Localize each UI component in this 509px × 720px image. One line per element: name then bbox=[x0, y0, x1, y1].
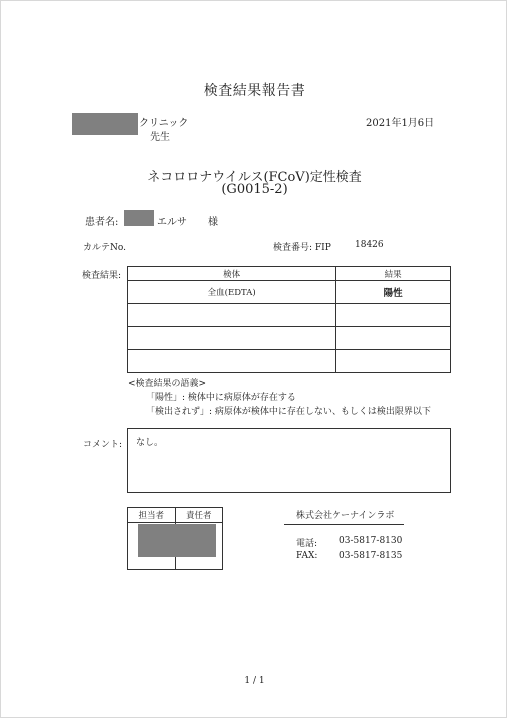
glossary-title: <検査結果の語義> bbox=[128, 379, 207, 389]
clinic-name-redaction bbox=[72, 113, 138, 135]
patient-name-redaction bbox=[124, 210, 154, 226]
patient-honorific: 様 bbox=[208, 217, 218, 228]
specimen-cell bbox=[128, 327, 336, 350]
result-cell bbox=[336, 350, 451, 373]
table-row bbox=[128, 281, 451, 304]
table-header-row bbox=[128, 267, 451, 281]
company-underline bbox=[284, 524, 404, 525]
patient-label: 患者名: bbox=[85, 217, 119, 228]
comment-label: コメント: bbox=[83, 440, 123, 450]
table-row bbox=[128, 350, 451, 373]
fax-value: 03-5817-8135 bbox=[339, 551, 403, 561]
staff-stamp-redaction bbox=[138, 524, 216, 557]
glossary-positive: 「陽性」: 検体中に病原体が存在する bbox=[146, 393, 296, 403]
results-table bbox=[127, 266, 451, 373]
document-title: 検査結果報告書 bbox=[203, 83, 306, 99]
fax-label: FAX: bbox=[296, 551, 318, 561]
specimen-header: 検体 bbox=[128, 267, 336, 281]
company-name: 株式会社ケーナインラボ bbox=[296, 511, 395, 521]
comment-box bbox=[127, 428, 451, 493]
result-cell bbox=[336, 304, 451, 327]
exam-code: (G0015-2) bbox=[221, 182, 288, 197]
specimen-cell bbox=[128, 304, 336, 327]
specimen-cell bbox=[128, 350, 336, 373]
clinic-suffix: クリニック bbox=[139, 118, 189, 129]
result-cell: 陽性 bbox=[336, 281, 451, 304]
phone-label: 電話: bbox=[296, 539, 318, 549]
specimen-cell: 全血(EDTA) bbox=[128, 281, 336, 304]
report-date: 2021年1月6日 bbox=[366, 118, 435, 129]
table-row bbox=[128, 304, 451, 327]
comment-text: なし。 bbox=[136, 438, 164, 448]
staff-in-charge-header: 担当者 bbox=[128, 508, 176, 523]
result-header: 結果 bbox=[336, 267, 451, 281]
chart-number-label: カルテNo. bbox=[83, 243, 126, 253]
phone-value: 03-5817-8130 bbox=[339, 536, 403, 546]
results-label: 検査結果: bbox=[82, 271, 122, 281]
exam-title: ネコロロナウイルス(FCoV)定性検査 bbox=[147, 170, 362, 185]
table-row bbox=[128, 327, 451, 350]
doctor-honorific: 先生 bbox=[150, 132, 170, 143]
patient-name: エルサ bbox=[157, 217, 187, 228]
exam-number-value: 18426 bbox=[355, 240, 384, 250]
result-cell bbox=[336, 327, 451, 350]
glossary-not-detected: 「検出されず」: 病原体が検体中に存在しない、もしくは検出限界以下 bbox=[146, 407, 431, 417]
exam-number-label: 検査番号: FIP bbox=[273, 243, 331, 253]
staff-responsible-header: 責任者 bbox=[175, 508, 223, 523]
page-number: 1 / 1 bbox=[244, 676, 265, 686]
